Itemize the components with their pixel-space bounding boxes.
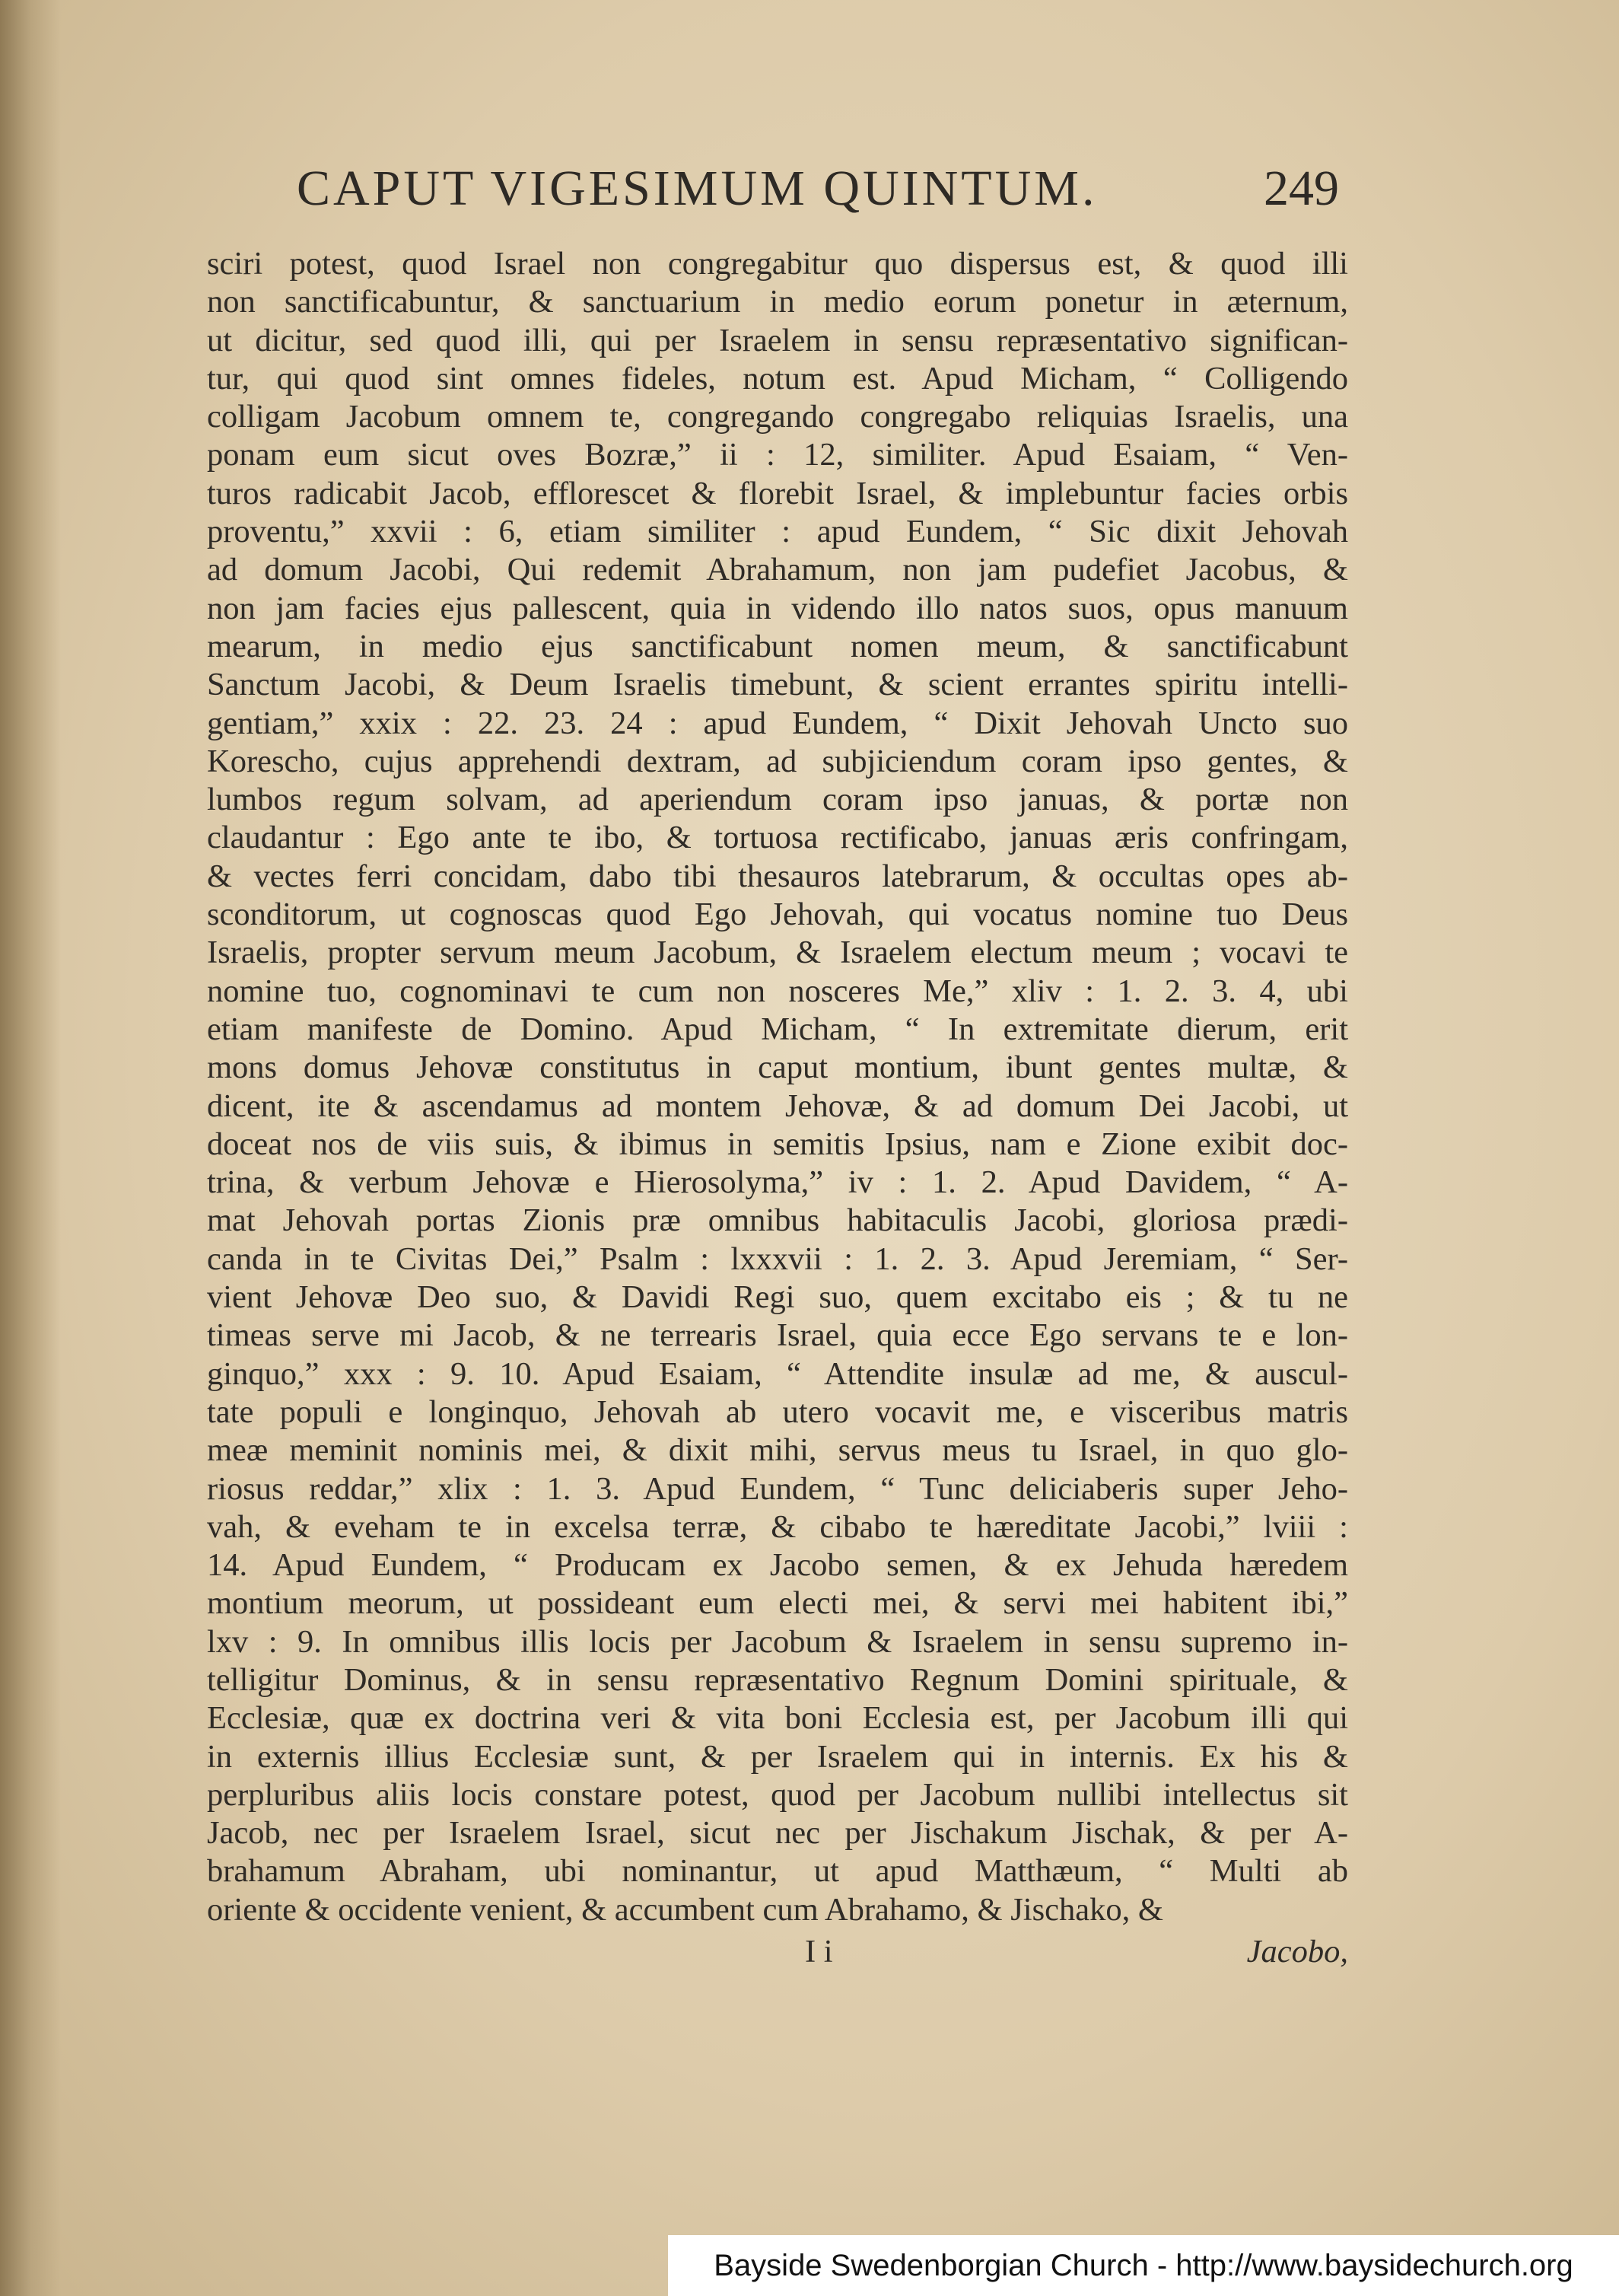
text-line: mearum, in medio ejus sanctificabunt nomen meum, & sanctificabunt xyxy=(207,628,1348,664)
text-line: Jacob, nec per Israelem Israel, sicut nec per Jischakum Jischak, & per A- xyxy=(207,1815,1348,1852)
text-line: lumbos regum solvam, ad aperiendum coram ipso januas, & portæ non xyxy=(207,782,1348,818)
page-gutter-shadow xyxy=(0,0,61,2296)
page-header xyxy=(297,160,1339,236)
text-line: proventu,” xxvii : 6, etiam similiter : apud Eundem, “ Sic dixit Jehovah xyxy=(207,514,1348,550)
page-number: 249 xyxy=(1264,161,1339,216)
text-line: non jam facies ejus pallescent, quia in videndo illo natos suos, opus manuum xyxy=(207,590,1348,626)
text-line: telligitur Dominus, & in sensu repræsentativo Regnum Domini spirituale, & xyxy=(207,1661,1348,1698)
text-line: sciri potest, quod Israel non congregabitur quo dispersus est, & quod illi xyxy=(207,246,1348,282)
body-text xyxy=(207,245,1348,1929)
text-line: Israelis, propter servum meum Jacobum, & Israelem electum meum ; vocavi te xyxy=(207,935,1348,971)
text-line: oriente & occidente venient, & accumbent cum Abrahamo, & Jischako, & xyxy=(207,1891,1163,1928)
text-line: nomine tuo, cognominavi te cum non nosceres Me,” xliv : 1. 2. 3. 4, ubi xyxy=(207,973,1348,1009)
text-line: dicent, ite & ascendamus ad montem Jehovæ, & ad domum Dei Jacobi, ut xyxy=(207,1087,1348,1124)
text-line: lxv : 9. In omnibus illis locis per Jacobum & Israelem in sensu supremo in- xyxy=(207,1623,1348,1660)
text-line: tate populi e longinquo, Jehovah ab utero vocavit me, e visceribus matris xyxy=(207,1393,1348,1430)
text-line: riosus reddar,” xlix : 1. 3. Apud Eundem, “ Tunc deliciaberis super Jeho- xyxy=(207,1470,1348,1507)
text-line: vah, & eveham te in excelsa terræ, & cibabo te hæreditate Jacobi,” lviii : xyxy=(207,1508,1348,1545)
text-line: mat Jehovah portas Zionis præ omnibus habitaculis Jacobi, gloriosa prædi- xyxy=(207,1202,1348,1239)
text-line: trina, & verbum Jehovæ e Hierosolyma,” iv : 1. 2. Apud Davidem, “ A- xyxy=(207,1164,1348,1201)
text-line: non sanctificabuntur, & sanctuarium in medio eorum ponetur in æternum, xyxy=(207,284,1348,320)
text-line: vient Jehovæ Deo suo, & Davidi Regi suo, quem excitabo eis ; & tu ne xyxy=(207,1279,1348,1316)
text-line: ginquo,” xxx : 9. 10. Apud Esaiam, “ Attendite insulæ ad me, & auscul- xyxy=(207,1355,1348,1392)
text-line: ad domum Jacobi, Qui redemit Abrahamum, non jam pudefiet Jacobus, & xyxy=(207,552,1348,588)
text-line: ut dicitur, sed quod illi, qui per Israelem in sensu repræsentativo significan- xyxy=(207,322,1348,358)
text-line: turos radicabit Jacob, efflorescet & florebit Israel, & implebuntur facies orbis xyxy=(207,475,1348,511)
source-watermark: Bayside Swedenborgian Church - http://www.baysidechurch.org xyxy=(668,2235,1619,2296)
text-line: brahamum Abraham, ubi nominantur, ut apud Matthæum, “ Multi ab xyxy=(207,1853,1348,1890)
text-line: & vectes ferri concidam, dabo tibi thesauros latebrarum, & occultas opes ab- xyxy=(207,858,1348,894)
text-line: Ecclesiæ, quæ ex doctrina veri & vita boni Ecclesia est, per Jacobum illi qui xyxy=(207,1700,1348,1737)
text-line: doceat nos de viis suis, & ibimus in semitis Ipsius, nam e Zione exibit doc- xyxy=(207,1126,1348,1162)
text-line: claudantur : Ego ante te ibo, & tortuosa rectificabo, januas æris confringam, xyxy=(207,820,1348,856)
text-line: colligam Jacobum omnem te, congregando congregabo reliquias Israelis, una xyxy=(207,399,1348,435)
signature-mark: I i xyxy=(805,1934,833,1970)
text-line: in externis illius Ecclesiæ sunt, & per Israelem qui in internis. Ex his & xyxy=(207,1738,1348,1775)
text-line: perpluribus aliis locis constare potest, quod per Jacobum nullibi intellectus sit xyxy=(207,1776,1348,1813)
text-line: canda in te Civitas Dei,” Psalm : lxxxvii : 1. 2. 3. Apud Jeremiam, “ Ser- xyxy=(207,1240,1348,1277)
catchword: Jacobo, xyxy=(1246,1934,1348,1970)
text-line: etiam manifeste de Domino. Apud Micham, “ In extremitate dierum, erit xyxy=(207,1011,1348,1047)
text-line: tur, qui quod sint omnes fideles, notum est. Apud Micham, “ Colligendo xyxy=(207,360,1348,396)
text-line: Sanctum Jacobi, & Deum Israelis timebunt, & scient errantes spiritu intelli- xyxy=(207,667,1348,703)
text-line: sconditorum, ut cognoscas quod Ego Jehovah, qui vocatus nomine tuo Deus xyxy=(207,896,1348,933)
text-line: gentiam,” xxix : 22. 23. 24 : apud Eundem, “ Dixit Jehovah Uncto suo xyxy=(207,705,1348,741)
page-footer xyxy=(207,1933,1348,1979)
text-line: Korescho, cujus apprehendi dextram, ad subjiciendum coram ipso gentes, & xyxy=(207,743,1348,779)
text-line: 14. Apud Eundem, “ Producam ex Jacobo semen, & ex Jehuda hæredem xyxy=(207,1547,1348,1584)
text-line: meæ meminit nominis mei, & dixit mihi, servus meus tu Israel, in quo glo- xyxy=(207,1432,1348,1469)
text-line: montium meorum, ut possideant eum electi mei, & servi mei habitent ibi,” xyxy=(207,1585,1348,1622)
running-title: CAPUT VIGESIMUM QUINTUM. xyxy=(297,161,1098,216)
text-line: ponam eum sicut oves Bozræ,” ii : 12, similiter. Apud Esaiam, “ Ven- xyxy=(207,437,1348,473)
text-line: timeas serve mi Jacob, & ne terrearis Israel, quia ecce Ego servans te e lon- xyxy=(207,1317,1348,1354)
text-line: mons domus Jehovæ constitutus in caput montium, ibunt gentes multæ, & xyxy=(207,1049,1348,1086)
